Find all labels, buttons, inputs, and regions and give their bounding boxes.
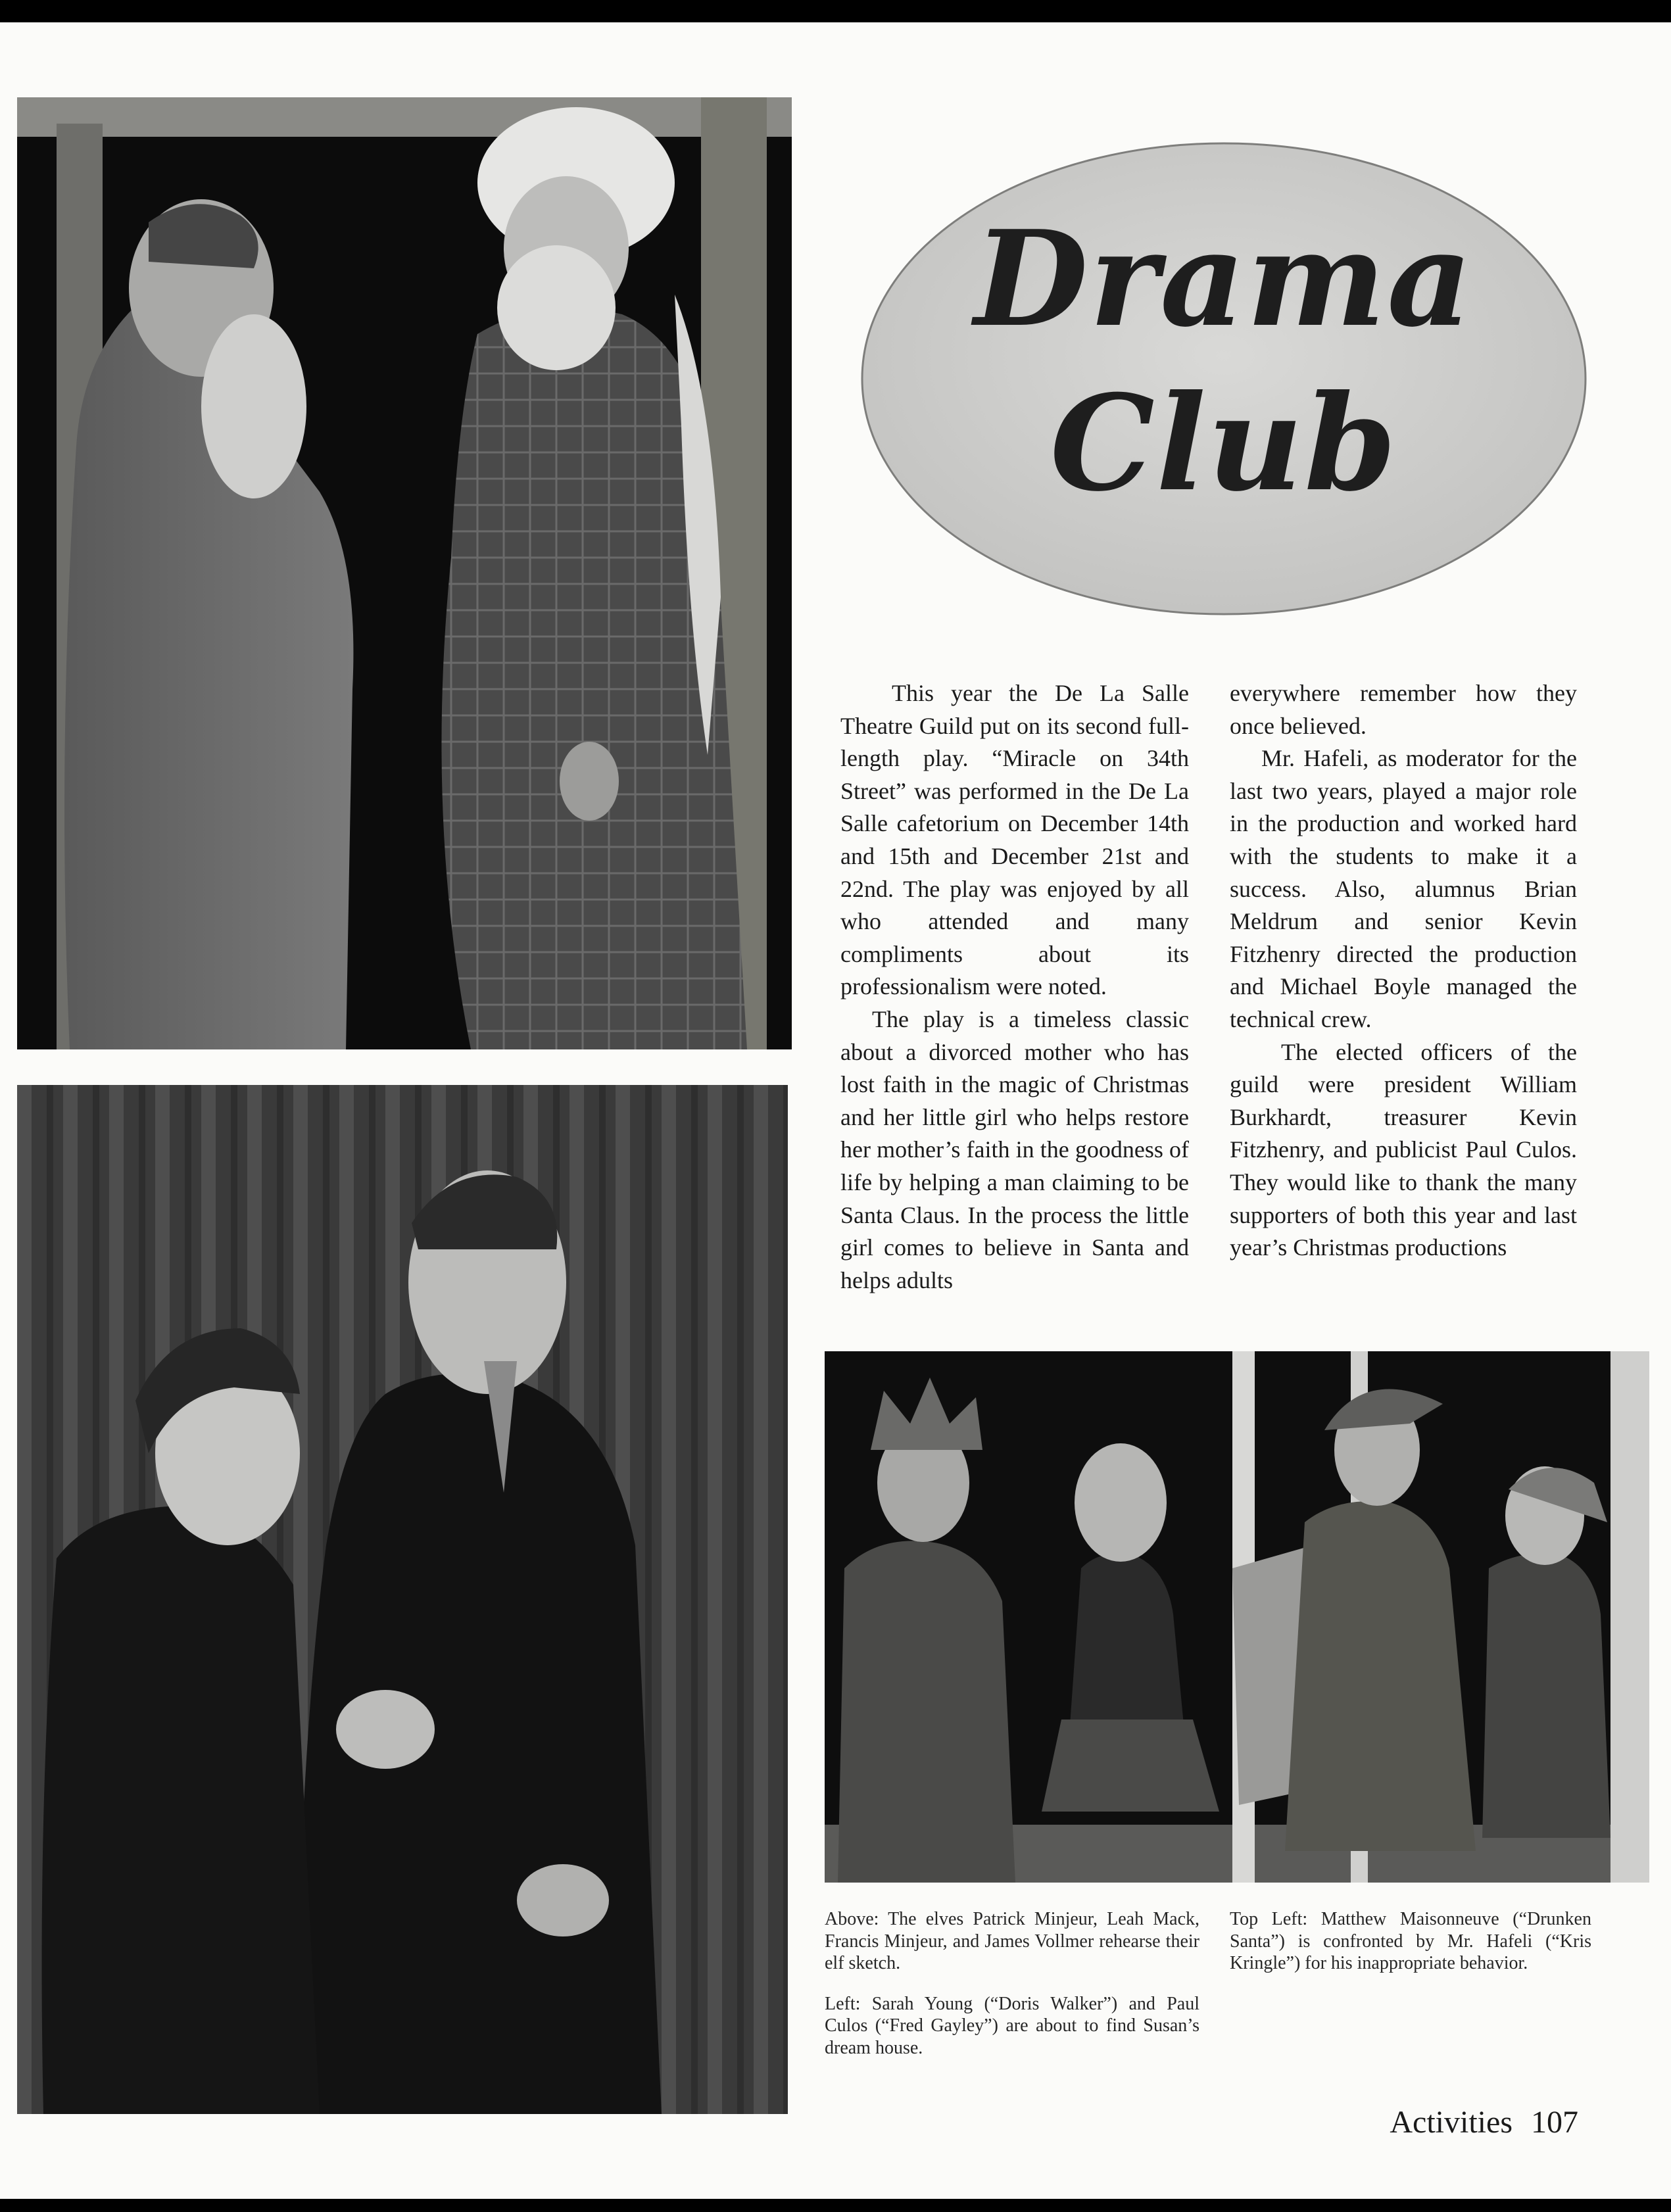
top-border — [0, 0, 1671, 22]
section-name: Activities — [1390, 2105, 1513, 2140]
body-column-right — [1230, 677, 1577, 1264]
photo-drunken-santa-scene — [17, 97, 792, 1049]
body-paragraph: everywhere remember how they once believed. — [1230, 680, 1577, 739]
title-oval — [860, 141, 1587, 616]
photo-doris-and-fred — [17, 1085, 788, 2114]
bottom-border — [0, 2199, 1671, 2212]
page-title-line-2: Club — [1050, 366, 1398, 521]
body-paragraph: The elected officers of the guild were president William Burkhardt, treasurer Kevin Fitzhenry, and publicist Paul Culos. They would like to thank the many supporters of both this year and last year’s Christmas productions — [1230, 1038, 1577, 1261]
caption-top-left: Top Left: Matthew Maisonneuve (“Drunken Santa”) is confronted by Mr. Hafeli (“Kris Kringle”) for his inappropriate behavior. — [1230, 1909, 1591, 1973]
body-paragraph: This year the De La Salle Theatre Guild put on its second full-length play. “Miracle on 34th Street” was performed in the De La Salle cafetorium on December 14th and 15th and December 21st and 22nd. The play was enjoyed by all who attended and many compliments about its professionalism were noted. — [840, 680, 1189, 1000]
page-title-line-1: Drama — [974, 202, 1474, 356]
page-number: 107 — [1531, 2105, 1578, 2140]
body-paragraph: The play is a timeless classic about a divorced mother who has lost faith in the magic of Christmas and her little girl who helps restore her mother’s faith in the goodness of life by helping a man claiming to be Santa Claus. In the process the little girl comes to believe in Santa and helps adults — [840, 1005, 1189, 1293]
page-folio — [1355, 2104, 1578, 2140]
captions-left — [825, 1908, 1199, 2077]
photo-elves-rehearsal — [825, 1351, 1649, 1883]
caption-above: Above: The elves Patrick Minjeur, Leah Mack, Francis Minjeur, and James Vollmer rehearse their elf sketch. — [825, 1909, 1199, 1973]
caption-left: Left: Sarah Young (“Doris Walker”) and Paul Culos (“Fred Gayley”) are about to find Susan’s dream house. — [825, 1993, 1199, 2058]
body-column-left — [840, 677, 1189, 1297]
captions-right — [1230, 1908, 1591, 1993]
body-paragraph: Mr. Hafeli, as moderator for the last two years, played a major role in the production and worked hard with the students to make it a success. Also, alumnus Brian Meldrum and senior Kevin Fitzhenry directed the production and Michael Boyle managed the technical crew. — [1230, 745, 1577, 1032]
